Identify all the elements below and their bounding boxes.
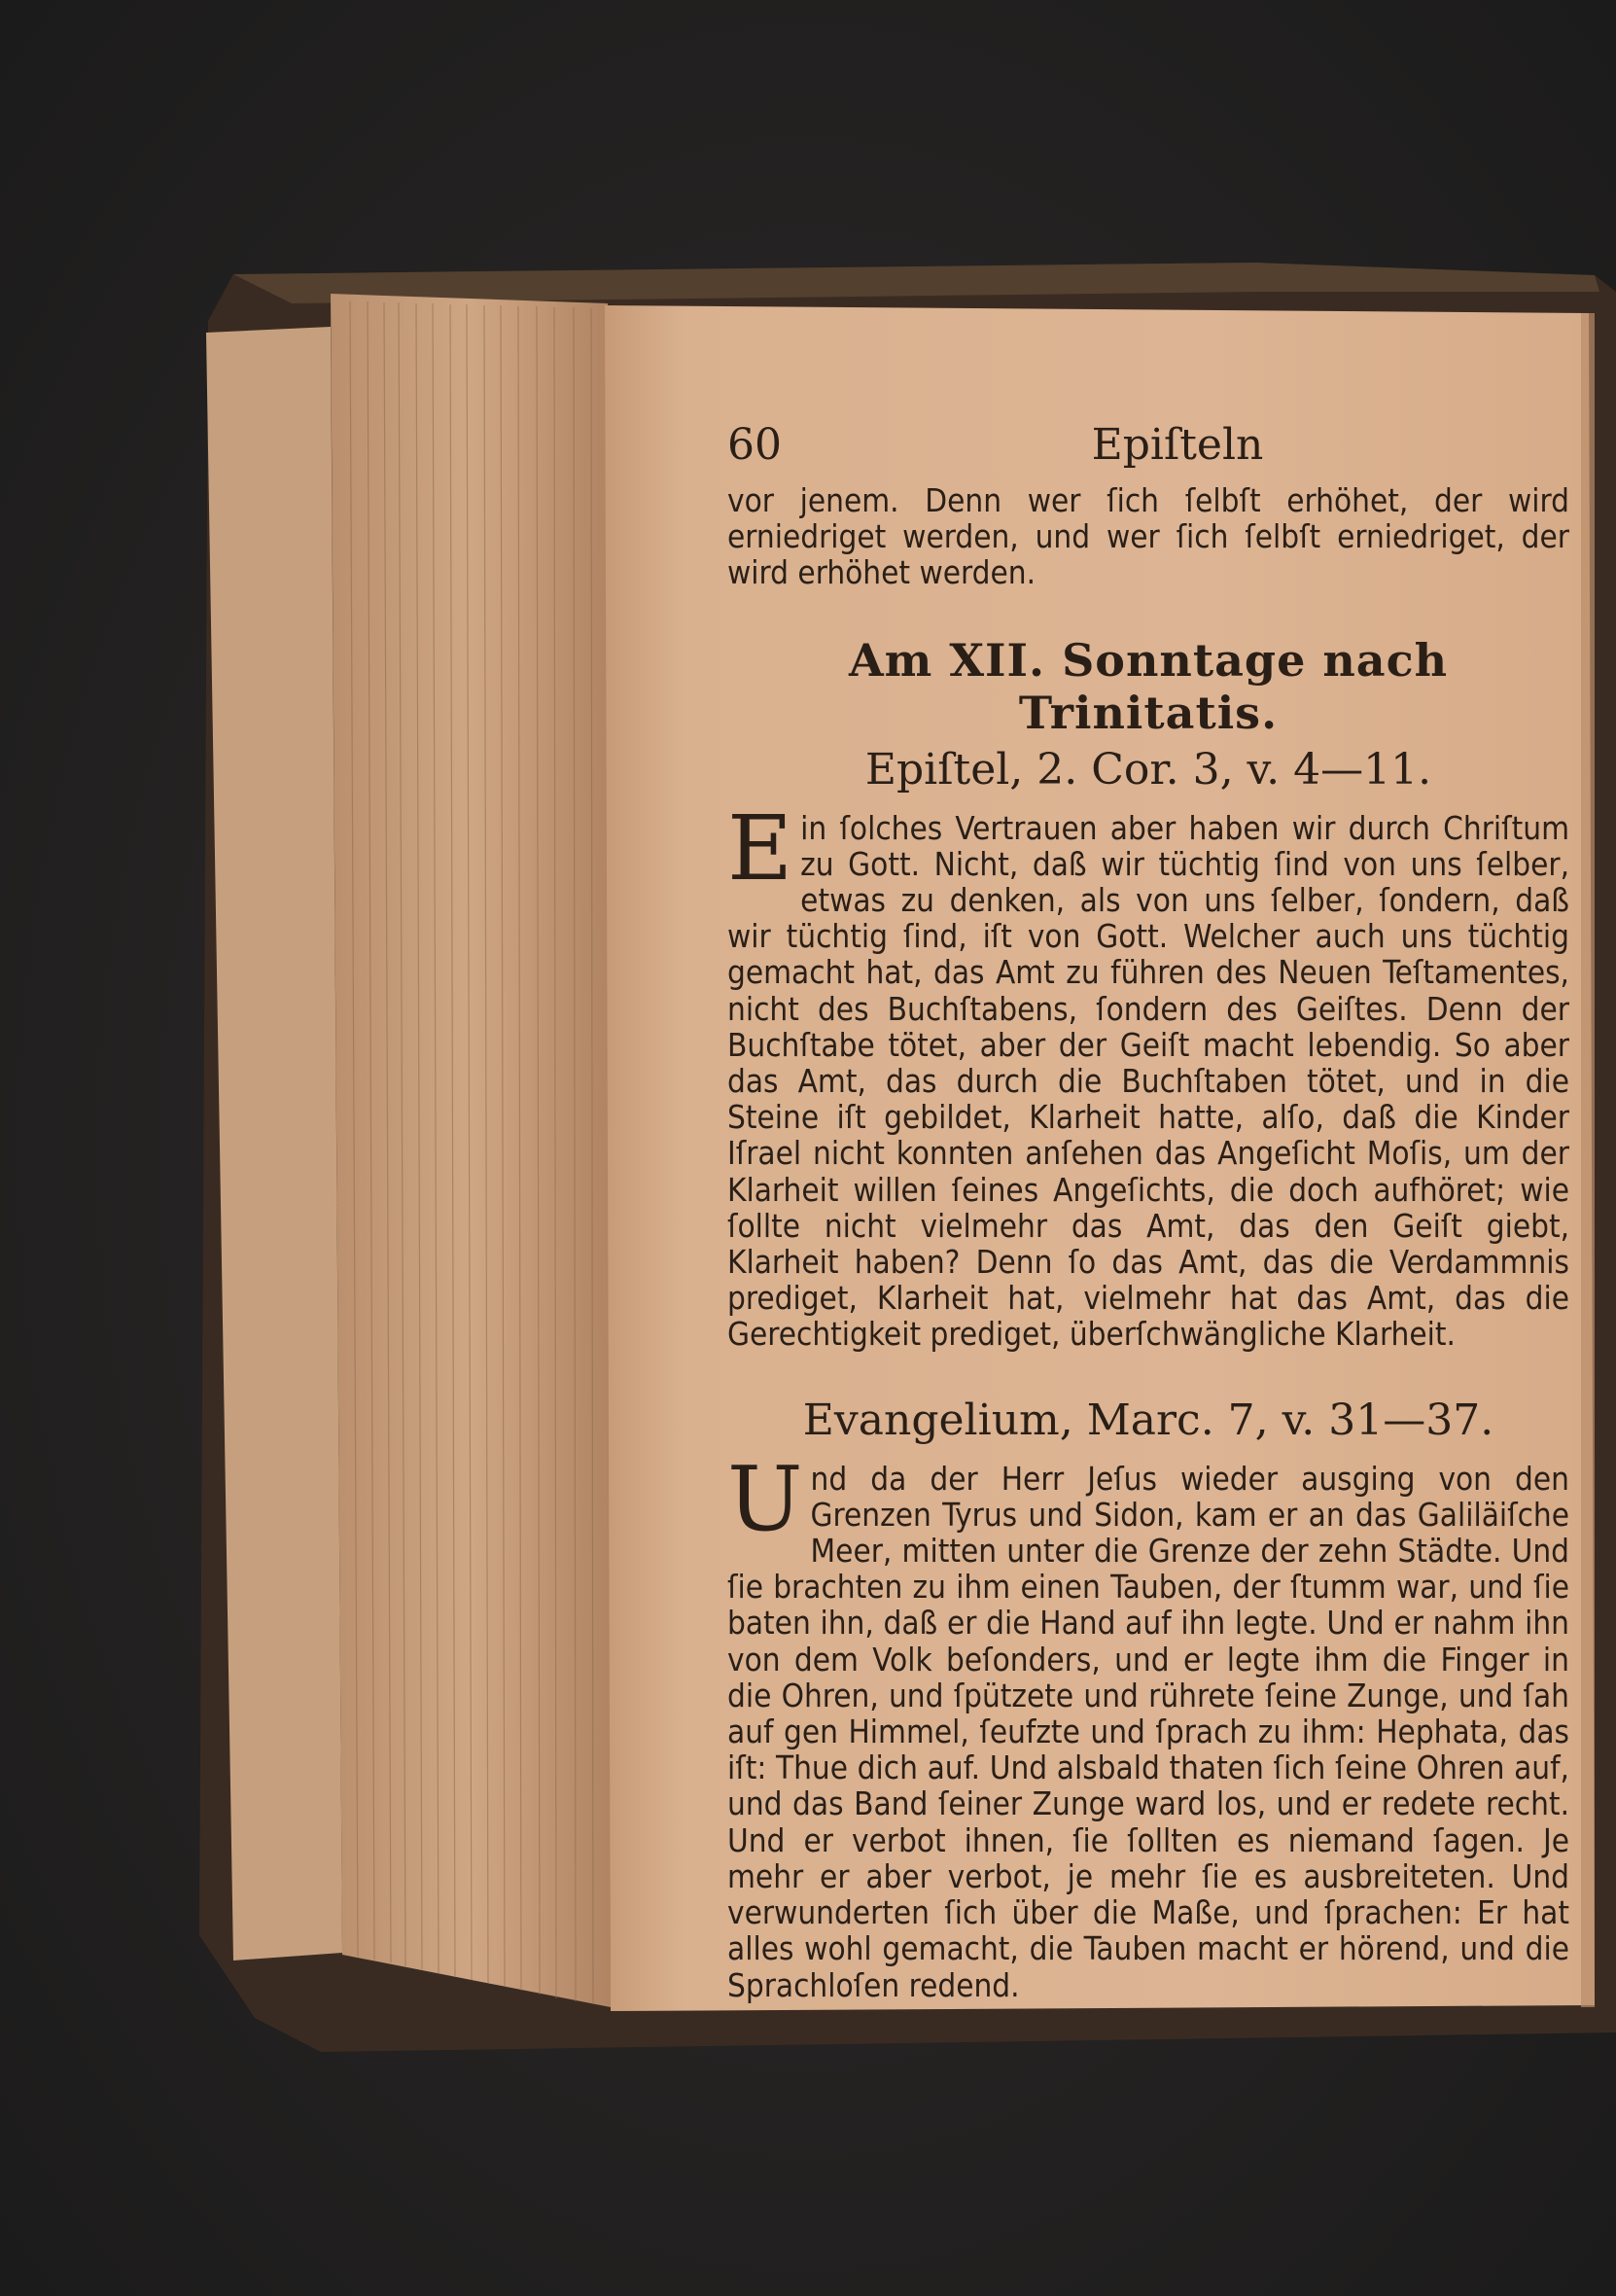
gutter-shadow	[1581, 313, 1595, 2007]
epistle-text	[727, 795, 1569, 1354]
gospel-body: nd da der Herr Jeſus wieder ausging von den Grenzen Tyrus und Sidon, kam er an das Galiläiſche Meer, mitten unter die Grenze der zehn Städte. Und ſie brachten zu ihm einen Tauben, der ſtumm war, und ſie baten ihn, daß er die Hand auf ihn legte. Und er nahm ihn von dem Volk beſonders, und er legte ihm die Finger in die Ohren, und ſpützete und rührete ſeine Zunge, und ſah auf gen Himmel, ſeufzte und ſprach zu ihm: Hephata, das iſt: Thue dich auf. Und alsbald thaten ſich ſeine Ohren auf, und das Band ſeiner Zunge ward los, und er redete recht. Und er verbot ihnen, ſie ſollten es niemand ſagen. Je mehr er aber verbot, je mehr ſie es ausbreiteten. Und verwunderten ſich über die Maße, und ſprachen: Er hat alles wohl gemacht, die Tauben macht er hörend, und die Sprachloſen redend.	[727, 1459, 1569, 2004]
section-title: Am XII. Sonntage nach Trinitatis.	[848, 633, 1449, 739]
gospel-heading: Evangelium, Marc. 7, v. 31—37.	[802, 1395, 1494, 1445]
gospel-text	[727, 1446, 1569, 2004]
epistle-heading: Epiſtel, 2. Cor. 3, v. 4—11.	[864, 744, 1432, 795]
epistle-initial: E	[727, 795, 793, 901]
running-head: Epiſteln	[1091, 420, 1264, 470]
gospel-initial: U	[727, 1446, 803, 1551]
page-number: 60	[727, 420, 782, 470]
continuation-text: vor jenem. Denn wer ſich ſelbſt erhöhet, der wird erniedriget werden, und wer ſich ſelbſt erniedriget, der wird erhöhet werden.	[727, 481, 1569, 592]
epistle-body: in ſolches Vertrauen aber haben wir durch Chriſtum zu Gott. Nicht, daß wir tüchtig ſind von uns ſelber, etwas zu denken, als von uns ſelber, ſondern, daß wir tüchtig ſind, iſt von Gott. Welcher auch uns tüchtig gemacht hat, das Amt zu führen des Neuen Teſtamentes, nicht des Buchſtabens, ſondern des Geiſtes. Denn der Buchſtabe tötet, aber der Geiſt macht lebendig. So aber das Amt, das durch die Buchſtaben tötet, und in die Steine iſt gebildet, Klarheit hatte, alſo, daß die Kinder Iſrael nicht konnten anſehen das Angeſicht Moſis, um der Klarheit willen ſeines Angeſichts, die doch aufhöret; wie ſollte nicht vielmehr das Amt, das den Geiſt giebt, Klarheit haben? Denn ſo das Amt, das die Verdammnis prediget, Klarheit hat, vielmehr hat das Amt, das die Gerechtigkeit prediget, überſchwängliche Klarheit.	[727, 808, 1569, 1354]
page-header	[727, 416, 1569, 477]
page-text-block	[727, 416, 1569, 2004]
